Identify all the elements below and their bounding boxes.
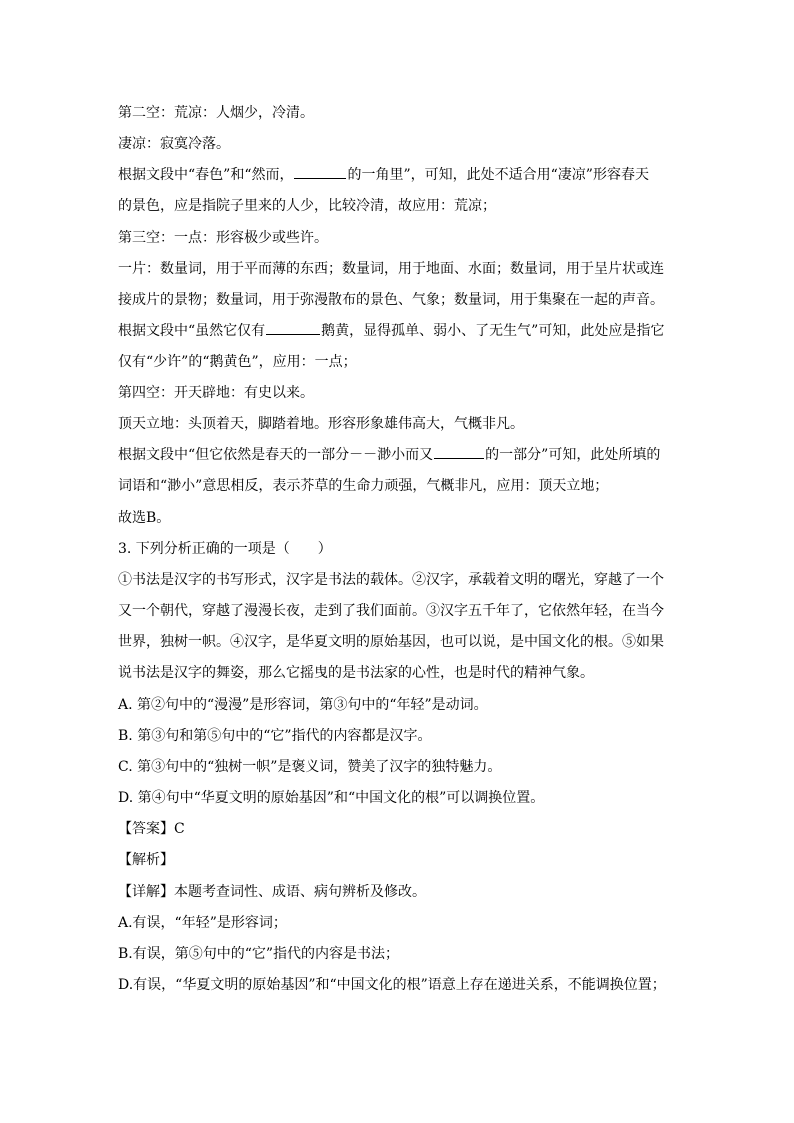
line-6: 一片：数量词，用于平而薄的东西；数量词，用于地面、水面；数量词，用于呈片状或连 [118,261,664,277]
passage-line-4: 说书法是汉字的舞姿，那么它摇曳的是书法家的心性，也是时代的精神气象。 [118,665,594,681]
line-9: 仅有“少许”的“鹅黄色”，应用：一点； [118,354,357,370]
detail-d: D.有误，“华夏文明的原始基因”和“中国文化的根”语意上存在递进关系，不能调换位置； [118,977,666,993]
line-10: 第四空：开天辟地：有史以来。 [118,385,314,401]
answer-line: 【答案】C [118,821,185,837]
line-8: 根据文段中“虽然它仅有 鹅黄，显得孤单、弱小、了无生气”可知，此处应是指它 [118,323,665,339]
detail-a: A.有误，“年轻”是形容词； [118,915,287,931]
line-12: 根据文段中“但它依然是春天的一部分－－渺小而又 的一部分”可知，此处所填的 [118,447,661,463]
fill-blank [266,322,320,335]
passage-line-2: 又一个朝代，穿越了漫漫长夜，走到了我们面前。③汉字五千年了，它依然年轻，在当今 [118,603,664,619]
option-c: C. 第③句中的“独树一帜”是褒义词，赞美了汉字的独特魅力。 [118,759,502,775]
option-b: B. 第③句和第⑤句中的“它”指代的内容都是汉字。 [118,728,432,744]
line-4: 的景色，应是指院子里来的人少，比较冷清，故应用：荒凉； [118,198,496,214]
line-3: 根据文段中“春色”和“然而， 的一角里”，可知，此处不适合用“凄凉”形容春天 [118,167,649,183]
passage-line-1: ①书法是汉字的书写形式，汉字是书法的载体。②汉字，承载着文明的曙光，穿越了一个 [118,572,664,588]
line-2: 凄凉：寂寞冷落。 [118,136,230,152]
detail-b: B.有误，第⑤句中的“它”指代的内容是书法； [118,946,400,962]
line-11: 顶天立地：头顶着天，脚踏着地。形容形象雄伟高大，气概非凡。 [118,416,524,432]
option-d: D. 第④句中“华夏文明的原始基因”和“中国文化的根”可以调换位置。 [118,790,545,806]
line-14: 故选B。 [118,510,171,526]
analysis-heading: 【解析】 [118,852,174,868]
line-13: 词语和“渺小”意思相反，表示芥草的生命力顽强，气概非凡，应用：顶天立地； [118,478,609,494]
question-heading: 3. 下列分析正确的一项是（ ） [118,541,332,557]
fill-blank [294,166,346,179]
line-7: 接成片的景物；数量词，用于弥漫散布的景色、气象；数量词，用于集聚在一起的声音。 [118,292,664,308]
line-1: 第二空：荒凉：人烟少，冷清。 [118,105,314,121]
detail-line: 【详解】本题考查词性、成语、病句辨析及修改。 [118,884,426,900]
fill-blank [434,446,484,459]
passage-line-3: 世界，独树一帜。④汉字，是华夏文明的原始基因，也可以说，是中国文化的根。⑤如果 [118,634,664,650]
line-5: 第三空：一点：形容极少或些许。 [118,230,328,246]
option-a: A. 第②句中的“漫漫”是形容词，第③句中的“年轻”是动词。 [118,697,488,713]
